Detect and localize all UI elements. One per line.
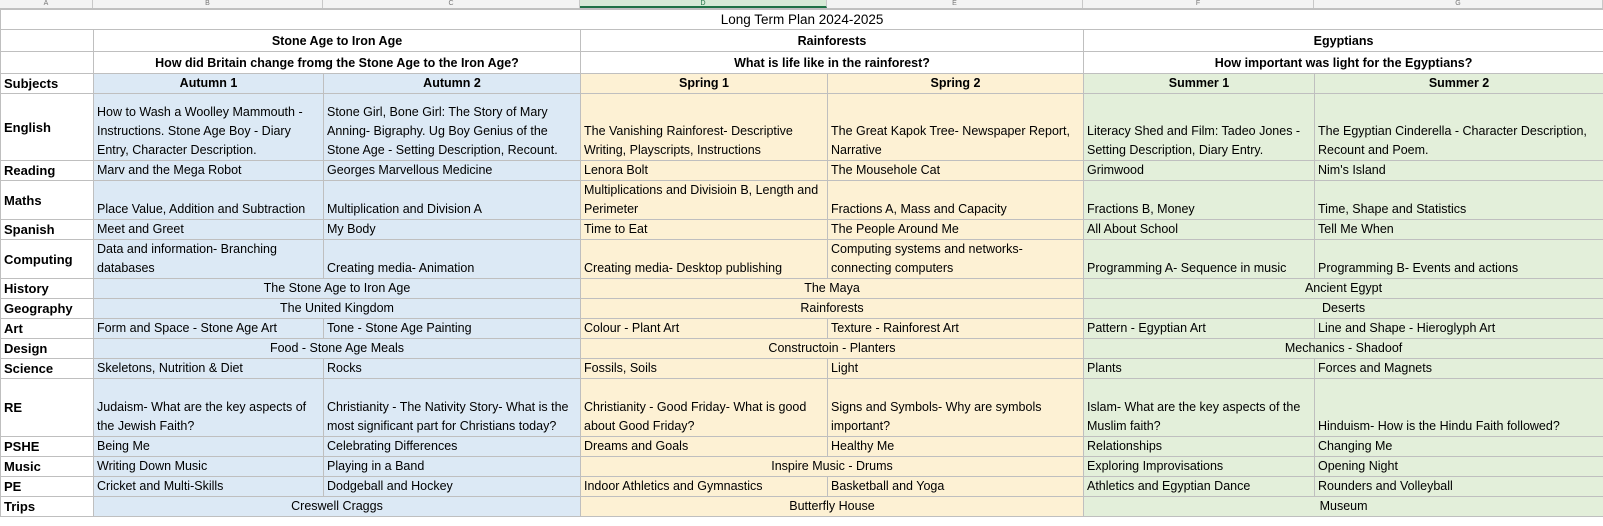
cell-computing-spring-1[interactable]: Creating media- Desktop publishing [581, 240, 828, 279]
cell-maths-summer-1[interactable]: Fractions B, Money [1084, 181, 1315, 220]
column-header-bar [0, 0, 1603, 9]
cell-computing-autumn-2[interactable]: Creating media- Animation [324, 240, 581, 279]
cell-science-summer-1[interactable]: Plants [1084, 359, 1315, 379]
cell-science-spring-2[interactable]: Light [828, 359, 1084, 379]
row-computing [1, 240, 1603, 279]
subject-label[interactable]: Computing [1, 240, 94, 279]
cell-art-autumn-2[interactable]: Tone - Stone Age Painting [324, 319, 581, 339]
row-spanish [1, 220, 1603, 240]
cell-music-summer-1[interactable]: Exploring Improvisations [1084, 457, 1315, 477]
term-spring-1[interactable]: Spring 1 [581, 74, 828, 94]
row-science [1, 359, 1603, 379]
cell-re-spring-2[interactable]: Signs and Symbols- Why are symbols important? [828, 379, 1084, 437]
cell-design-autumn[interactable]: Food - Stone Age Meals [94, 339, 581, 359]
cell-maths-spring-1[interactable]: Multiplications and Divisioin B, Length and Perimeter [581, 181, 828, 220]
cell-spanish-summer-2[interactable]: Tell Me When [1315, 220, 1603, 240]
column-header-f[interactable]: F [1083, 0, 1314, 8]
row-art [1, 319, 1603, 339]
cell-music-spring[interactable]: Inspire Music - Drums [581, 457, 1084, 477]
topic-stone-age[interactable]: Stone Age to Iron Age [94, 30, 581, 52]
row-maths [1, 181, 1603, 220]
cell-history-autumn[interactable]: The Stone Age to Iron Age [94, 279, 581, 299]
question-row [1, 52, 1603, 74]
subject-label[interactable]: Science [1, 359, 94, 379]
term-autumn-2[interactable]: Autumn 2 [324, 74, 581, 94]
question-stone-age[interactable]: How did Britain change fromg the Stone Age to the Iron Age? [94, 52, 581, 74]
cell-design-summer[interactable]: Mechanics - Shadoof [1084, 339, 1603, 359]
subject-label[interactable]: Spanish [1, 220, 94, 240]
row-english [1, 94, 1603, 161]
cell-computing-summer-2[interactable]: Programming B- Events and actions [1315, 240, 1603, 279]
cell-pshe-autumn-1[interactable]: Being Me [94, 437, 324, 457]
cell-spanish-spring-1[interactable]: Time to Eat [581, 220, 828, 240]
row-trips [1, 497, 1603, 517]
row-geography [1, 299, 1603, 319]
cell-design-spring[interactable]: Constructoin - Planters [581, 339, 1084, 359]
cell-science-autumn-2[interactable]: Rocks [324, 359, 581, 379]
subject-label[interactable]: RE [1, 379, 94, 437]
cell-pshe-summer-2[interactable]: Changing Me [1315, 437, 1603, 457]
cell-reading-spring-1[interactable]: Lenora Bolt [581, 161, 828, 181]
cell-geography-summer[interactable]: Deserts [1084, 299, 1603, 319]
cell-pe-autumn-2[interactable]: Dodgeball and Hockey [324, 477, 581, 497]
subject-label[interactable]: Design [1, 339, 94, 359]
cell-maths-spring-2[interactable]: Fractions A, Mass and Capacity [828, 181, 1084, 220]
subject-label[interactable]: Geography [1, 299, 94, 319]
cell-science-summer-2[interactable]: Forces and Magnets [1315, 359, 1603, 379]
cell-art-spring-1[interactable]: Colour - Plant Art [581, 319, 828, 339]
cell-maths-autumn-2[interactable]: Multiplication and Division A [324, 181, 581, 220]
row-history [1, 279, 1603, 299]
subject-label[interactable]: English [1, 94, 94, 161]
cell-english-spring-1[interactable]: The Vanishing Rainforest- Descriptive Writing, Playscripts, Instructions [581, 94, 828, 161]
cell-science-spring-1[interactable]: Fossils, Soils [581, 359, 828, 379]
cell-reading-autumn-2[interactable]: Georges Marvellous Medicine [324, 161, 581, 181]
cell-re-summer-2[interactable]: Hinduism- How is the Hindu Faith followed? [1315, 379, 1603, 437]
subject-label[interactable]: PE [1, 477, 94, 497]
subject-label[interactable]: Art [1, 319, 94, 339]
cell-computing-spring-2[interactable]: Computing systems and networks- connecting computers [828, 240, 1084, 279]
subjects-header[interactable]: Subjects [1, 74, 94, 94]
cell-geography-autumn[interactable]: The United Kingdom [94, 299, 581, 319]
question-rainforests[interactable]: What is life like in the rainforest? [581, 52, 1084, 74]
column-header-e[interactable]: E [827, 0, 1083, 8]
cell-re-summer-1[interactable]: Islam- What are the key aspects of the Muslim faith? [1084, 379, 1315, 437]
cell-pe-autumn-1[interactable]: Cricket and Multi-Skills [94, 477, 324, 497]
subject-label[interactable]: Trips [1, 497, 94, 517]
column-header-b[interactable]: B [93, 0, 323, 8]
cell-science-autumn-1[interactable]: Skeletons, Nutrition & Diet [94, 359, 324, 379]
cell-pe-summer-2[interactable]: Rounders and Volleyball [1315, 477, 1603, 497]
topic-rainforests[interactable]: Rainforests [581, 30, 1084, 52]
cell-pshe-autumn-2[interactable]: Celebrating Differences [324, 437, 581, 457]
subject-label[interactable]: History [1, 279, 94, 299]
cell-reading-spring-2[interactable]: The Mousehole Cat [828, 161, 1084, 181]
term-summer-2[interactable]: Summer 2 [1315, 74, 1603, 94]
term-spring-2[interactable]: Spring 2 [828, 74, 1084, 94]
cell-pshe-spring-2[interactable]: Healthy Me [828, 437, 1084, 457]
cell-trips-autumn[interactable]: Creswell Craggs [94, 497, 581, 517]
cell-music-autumn-2[interactable]: Playing in a Band [324, 457, 581, 477]
cell-art-autumn-1[interactable]: Form and Space - Stone Age Art [94, 319, 324, 339]
empty-cell[interactable] [1, 52, 94, 74]
cell-english-spring-2[interactable]: The Great Kapok Tree- Newspaper Report, Narrative [828, 94, 1084, 161]
cell-pshe-summer-1[interactable]: Relationships [1084, 437, 1315, 457]
cell-re-autumn-2[interactable]: Christianity - The Nativity Story- What is the most significant part for Christians today? [324, 379, 581, 437]
cell-spanish-autumn-1[interactable]: Meet and Greet [94, 220, 324, 240]
plan-table [0, 9, 1603, 517]
cell-pe-spring-1[interactable]: Indoor Athletics and Gymnastics [581, 477, 828, 497]
cell-english-summer-1[interactable]: Literacy Shed and Film: Tadeo Jones - Setting Description, Diary Entry. [1084, 94, 1315, 161]
cell-re-spring-1[interactable]: Christianity - Good Friday- What is good about Good Friday? [581, 379, 828, 437]
cell-trips-spring[interactable]: Butterfly House [581, 497, 1084, 517]
row-pe [1, 477, 1603, 497]
term-autumn-1[interactable]: Autumn 1 [94, 74, 324, 94]
sheet-title[interactable]: Long Term Plan 2024-2025 [1, 10, 1603, 30]
cell-reading-autumn-1[interactable]: Marv and the Mega Robot [94, 161, 324, 181]
cell-spanish-spring-2[interactable]: The People Around Me [828, 220, 1084, 240]
cell-english-autumn-2[interactable]: Stone Girl, Bone Girl: The Story of Mary Anning- Bigraphy. Ug Boy Genius of the Stone Age - Setting Description, Recount. [324, 94, 581, 161]
cell-art-spring-2[interactable]: Texture - Rainforest Art [828, 319, 1084, 339]
cell-trips-summer[interactable]: Museum [1084, 497, 1603, 517]
cell-history-summer[interactable]: Ancient Egypt [1084, 279, 1603, 299]
cell-history-spring[interactable]: The Maya [581, 279, 1084, 299]
cell-pe-summer-1[interactable]: Athletics and Egyptian Dance [1084, 477, 1315, 497]
terms-header-row [1, 74, 1603, 94]
cell-reading-summer-2[interactable]: Nim's Island [1315, 161, 1603, 181]
row-pshe [1, 437, 1603, 457]
column-header-c[interactable]: C [323, 0, 580, 8]
term-summer-1[interactable]: Summer 1 [1084, 74, 1315, 94]
cell-re-autumn-1[interactable]: Judaism- What are the key aspects of the Jewish Faith? [94, 379, 324, 437]
cell-pshe-spring-1[interactable]: Dreams and Goals [581, 437, 828, 457]
cell-music-summer-2[interactable]: Opening Night [1315, 457, 1603, 477]
cell-pe-spring-2[interactable]: Basketball and Yoga [828, 477, 1084, 497]
empty-cell[interactable] [1, 30, 94, 52]
cell-geography-spring[interactable]: Rainforests [581, 299, 1084, 319]
cell-art-summer-2[interactable]: Line and Shape - Hieroglyph Art [1315, 319, 1603, 339]
cell-computing-summer-1[interactable]: Programming A- Sequence in music [1084, 240, 1315, 279]
cell-reading-summer-1[interactable]: Grimwood [1084, 161, 1315, 181]
row-re [1, 379, 1603, 437]
topic-row [1, 30, 1603, 52]
question-egyptians[interactable]: How important was light for the Egyptians? [1084, 52, 1603, 74]
cell-spanish-summer-1[interactable]: All About School [1084, 220, 1315, 240]
row-design [1, 339, 1603, 359]
subject-label[interactable]: PSHE [1, 437, 94, 457]
subject-label[interactable]: Reading [1, 161, 94, 181]
cell-english-summer-2[interactable]: The Egyptian Cinderella - Character Description, Recount and Poem. [1315, 94, 1603, 161]
column-header-a[interactable]: A [0, 0, 93, 8]
subject-label[interactable]: Maths [1, 181, 94, 220]
subject-label[interactable]: Music [1, 457, 94, 477]
column-header-g[interactable]: G [1314, 0, 1603, 8]
cell-music-autumn-1[interactable]: Writing Down Music [94, 457, 324, 477]
cell-maths-autumn-1[interactable]: Place Value, Addition and Subtraction [94, 181, 324, 220]
cell-art-summer-1[interactable]: Pattern - Egyptian Art [1084, 319, 1315, 339]
column-header-d[interactable]: D [580, 0, 827, 8]
cell-english-autumn-1[interactable]: How to Wash a Woolley Mammouth - Instructions. Stone Age Boy - Diary Entry, Character Description. [94, 94, 324, 161]
topic-egyptians[interactable]: Egyptians [1084, 30, 1603, 52]
row-music [1, 457, 1603, 477]
cell-maths-summer-2[interactable]: Time, Shape and Statistics [1315, 181, 1603, 220]
title-row [1, 10, 1603, 30]
row-reading [1, 161, 1603, 181]
cell-spanish-autumn-2[interactable]: My Body [324, 220, 581, 240]
cell-computing-autumn-1[interactable]: Data and information- Branching databases [94, 240, 324, 279]
